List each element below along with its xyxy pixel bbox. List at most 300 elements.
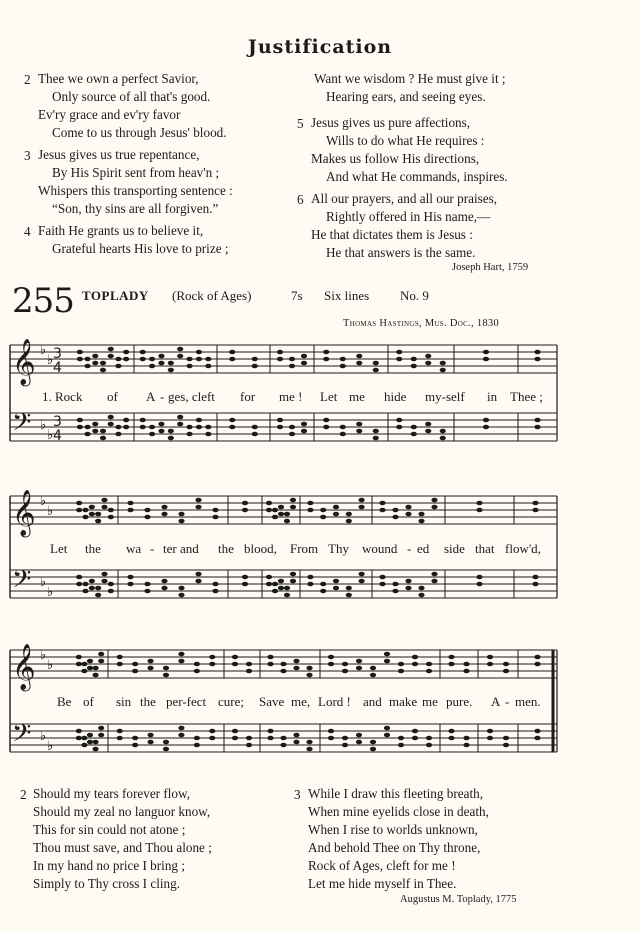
- note-head: [346, 593, 352, 598]
- note-head: [93, 666, 99, 671]
- note-head: [246, 743, 252, 748]
- note-head: [272, 589, 278, 594]
- note-head: [373, 429, 379, 434]
- note-head: [76, 662, 82, 667]
- note-head: [140, 357, 146, 362]
- note-head: [127, 501, 133, 506]
- note-head: [242, 575, 248, 580]
- verse-line: Let me hide myself in Thee.: [308, 876, 457, 891]
- flat-sign-icon: ♭: [47, 504, 54, 519]
- note-head: [476, 508, 482, 513]
- note-head: [195, 505, 201, 510]
- note-head: [115, 357, 121, 362]
- note-head: [411, 357, 417, 362]
- note-head: [108, 422, 114, 427]
- note-head: [242, 501, 248, 506]
- note-head: [405, 586, 411, 591]
- note-head: [246, 669, 252, 674]
- note-head: [147, 740, 153, 745]
- verse-line: Hearing ears, and seeing eyes.: [326, 89, 486, 104]
- note-head: [229, 350, 235, 355]
- lyric-syllable: me,: [291, 694, 311, 709]
- flat-sign-icon: ♭: [40, 343, 47, 358]
- note-head: [77, 418, 83, 423]
- note-head: [426, 736, 432, 741]
- note-head: [147, 666, 153, 671]
- note-head: [440, 429, 446, 434]
- note-head: [163, 673, 169, 678]
- note-head: [93, 673, 99, 678]
- note-head: [101, 505, 107, 510]
- note-head: [384, 659, 390, 664]
- bass-clef-icon: 𝄢: [12, 719, 32, 754]
- note-head: [323, 425, 329, 430]
- verse-line: Thou must save, and Thou alone ;: [33, 840, 212, 855]
- note-head: [266, 575, 272, 580]
- verse-line: “Son, thy sins are all forgiven.”: [52, 201, 219, 216]
- note-head: [178, 519, 184, 524]
- note-head: [448, 729, 454, 734]
- note-head: [328, 662, 334, 667]
- verse-line: Rock of Ages, cleft for me !: [308, 858, 456, 873]
- note-head: [356, 666, 362, 671]
- note-head: [306, 740, 312, 745]
- stanza-number: 4: [24, 224, 31, 239]
- note-head: [158, 429, 164, 434]
- note-head: [328, 655, 334, 660]
- note-head: [209, 729, 215, 734]
- flat-sign-icon: ♭: [40, 418, 47, 433]
- note-head: [426, 662, 432, 667]
- note-head: [370, 666, 376, 671]
- note-head: [328, 736, 334, 741]
- note-head: [132, 662, 138, 667]
- note-head: [123, 357, 129, 362]
- note-head: [426, 743, 432, 748]
- note-head: [100, 429, 106, 434]
- note-head: [277, 350, 283, 355]
- note-head: [307, 582, 313, 587]
- lyric-syllable: me !: [279, 389, 303, 404]
- note-head: [431, 505, 437, 510]
- note-head: [212, 515, 218, 520]
- note-head: [232, 662, 238, 667]
- note-head: [333, 586, 339, 591]
- lyric-syllable: ter and: [163, 541, 199, 556]
- note-head: [177, 422, 183, 427]
- note-head: [84, 432, 90, 437]
- verse-line: In my hand no price I bring ;: [33, 858, 185, 873]
- note-head: [186, 432, 192, 437]
- note-head: [411, 432, 417, 437]
- note-head: [95, 586, 101, 591]
- lyric-syllable: wound: [362, 541, 398, 556]
- lyric-syllable: of: [83, 694, 94, 709]
- author-credit: Augustus M. Toplady, 1775: [400, 894, 517, 905]
- verse-line: By His Spirit sent from heav'n ;: [52, 165, 220, 180]
- note-head: [101, 579, 107, 584]
- note-head: [92, 361, 98, 366]
- verse-line: Jesus gives us pure affections,: [311, 115, 471, 130]
- note-head: [177, 347, 183, 352]
- note-head: [209, 655, 215, 660]
- lyric-syllable: ges, cleft: [168, 389, 215, 404]
- note-head: [178, 512, 184, 517]
- note-head: [209, 662, 215, 667]
- note-head: [425, 422, 431, 427]
- note-head: [405, 505, 411, 510]
- note-head: [81, 736, 87, 741]
- note-head: [346, 586, 352, 591]
- note-head: [132, 736, 138, 741]
- note-head: [503, 669, 509, 674]
- flat-sign-icon: ♭: [47, 585, 54, 600]
- verse-line: Whispers this transporting sentence :: [38, 183, 233, 198]
- note-head: [277, 418, 283, 423]
- verse-line: While I draw this fleeting breath,: [308, 786, 484, 801]
- note-head: [370, 747, 376, 752]
- note-head: [144, 515, 150, 520]
- lyric-syllable: pure.: [446, 694, 473, 709]
- note-head: [92, 429, 98, 434]
- note-head: [333, 512, 339, 517]
- note-head: [405, 512, 411, 517]
- note-head: [284, 586, 290, 591]
- verse-line: And what He commands, inspires.: [326, 169, 508, 184]
- note-head: [98, 726, 104, 731]
- note-head: [81, 669, 87, 674]
- note-head: [115, 364, 121, 369]
- note-head: [293, 733, 299, 738]
- note-head: [293, 659, 299, 664]
- flat-sign-icon: ♭: [47, 658, 54, 673]
- lyric-syllable: Thy: [328, 541, 349, 556]
- note-head: [280, 736, 286, 741]
- verse-line: When mine eyelids close in death,: [308, 804, 489, 819]
- note-head: [379, 501, 385, 506]
- note-head: [147, 733, 153, 738]
- verse-line: Only source of all that's good.: [52, 89, 211, 104]
- note-head: [178, 659, 184, 664]
- note-head: [405, 579, 411, 584]
- note-head: [246, 736, 252, 741]
- note-head: [92, 354, 98, 359]
- note-head: [532, 582, 538, 587]
- note-head: [77, 425, 83, 430]
- note-head: [346, 519, 352, 524]
- stanza-number: 6: [297, 192, 304, 207]
- note-head: [194, 743, 200, 748]
- note-head: [267, 655, 273, 660]
- note-head: [194, 736, 200, 741]
- note-head: [384, 726, 390, 731]
- note-head: [267, 736, 273, 741]
- note-head: [272, 515, 278, 520]
- note-head: [242, 582, 248, 587]
- note-head: [95, 593, 101, 598]
- lyric-syllable: ed: [417, 541, 430, 556]
- note-head: [132, 669, 138, 674]
- note-head: [503, 743, 509, 748]
- note-head: [158, 422, 164, 427]
- lyric-syllable: wa: [126, 541, 142, 556]
- note-head: [149, 432, 155, 437]
- note-head: [356, 659, 362, 664]
- treble-clef-icon: 𝄞: [12, 644, 36, 690]
- note-head: [81, 743, 87, 748]
- note-head: [463, 662, 469, 667]
- note-head: [534, 350, 540, 355]
- note-head: [328, 729, 334, 734]
- note-head: [379, 508, 385, 513]
- note-head: [373, 436, 379, 441]
- note-head: [396, 357, 402, 362]
- note-head: [232, 729, 238, 734]
- verse-line: Want we wisdom ? He must give it ;: [314, 71, 506, 86]
- verse-line: Thee we own a perfect Savior,: [38, 71, 199, 86]
- note-head: [108, 589, 114, 594]
- note-head: [158, 361, 164, 366]
- note-head: [342, 669, 348, 674]
- note-head: [117, 662, 123, 667]
- note-head: [266, 501, 272, 506]
- note-head: [87, 740, 93, 745]
- note-head: [161, 505, 167, 510]
- note-head: [205, 432, 211, 437]
- lyric-syllable: and: [363, 694, 382, 709]
- note-head: [392, 582, 398, 587]
- note-head: [212, 582, 218, 587]
- note-head: [307, 508, 313, 513]
- note-head: [301, 429, 307, 434]
- note-head: [534, 655, 540, 660]
- note-head: [266, 582, 272, 587]
- note-head: [340, 364, 346, 369]
- note-head: [306, 666, 312, 671]
- flat-sign-icon: ♭: [47, 739, 54, 754]
- note-head: [100, 368, 106, 373]
- note-head: [76, 508, 82, 513]
- note-head: [359, 579, 365, 584]
- note-head: [340, 425, 346, 430]
- note-head: [89, 586, 95, 591]
- verse-line: Jesus gives us true repentance,: [38, 147, 200, 162]
- note-head: [100, 361, 106, 366]
- lyric-syllable: men.: [515, 694, 541, 709]
- note-head: [392, 589, 398, 594]
- note-head: [195, 579, 201, 584]
- note-head: [277, 425, 283, 430]
- note-head: [370, 740, 376, 745]
- note-head: [396, 418, 402, 423]
- note-head: [340, 357, 346, 362]
- note-head: [93, 747, 99, 752]
- note-head: [84, 364, 90, 369]
- note-head: [195, 498, 201, 503]
- note-head: [306, 747, 312, 752]
- note-head: [396, 425, 402, 430]
- note-head: [448, 662, 454, 667]
- lyric-syllable: A: [146, 389, 156, 404]
- note-head: [356, 354, 362, 359]
- note-head: [418, 593, 424, 598]
- note-head: [320, 589, 326, 594]
- note-head: [168, 368, 174, 373]
- note-head: [168, 361, 174, 366]
- note-head: [87, 733, 93, 738]
- note-head: [123, 425, 129, 430]
- note-head: [194, 662, 200, 667]
- note-head: [108, 347, 114, 352]
- note-head: [196, 418, 202, 423]
- note-head: [212, 589, 218, 594]
- note-head: [95, 519, 101, 524]
- verse-line: Rightly offered in His name,—: [326, 209, 491, 224]
- lyric-syllable: for: [240, 389, 256, 404]
- note-head: [278, 512, 284, 517]
- note-head: [534, 736, 540, 741]
- lyric-syllable: per-fect: [166, 694, 207, 709]
- note-head: [267, 662, 273, 667]
- note-head: [194, 669, 200, 674]
- lyric-syllable: blood,: [244, 541, 277, 556]
- lyric-syllable: the: [218, 541, 234, 556]
- note-head: [373, 368, 379, 373]
- lyric-syllable: in: [487, 389, 498, 404]
- tune-number: No. 9: [400, 288, 429, 303]
- note-head: [252, 432, 258, 437]
- note-head: [123, 350, 129, 355]
- note-head: [384, 652, 390, 657]
- meter: 7s: [291, 288, 303, 303]
- verse-line: Should my tears forever flow,: [33, 786, 190, 801]
- note-head: [115, 425, 121, 430]
- note-head: [487, 662, 493, 667]
- note-head: [532, 575, 538, 580]
- note-head: [212, 508, 218, 513]
- note-head: [177, 354, 183, 359]
- lyric-syllable: From: [290, 541, 319, 556]
- lyric-syllable: me: [349, 389, 365, 404]
- note-head: [487, 655, 493, 660]
- note-head: [440, 368, 446, 373]
- note-head: [411, 425, 417, 430]
- note-head: [323, 350, 329, 355]
- note-head: [426, 669, 432, 674]
- note-head: [87, 659, 93, 664]
- note-head: [356, 740, 362, 745]
- note-head: [412, 729, 418, 734]
- note-head: [82, 582, 88, 587]
- note-head: [205, 364, 211, 369]
- note-head: [356, 422, 362, 427]
- lyric-syllable: side: [444, 541, 465, 556]
- note-head: [412, 655, 418, 660]
- note-head: [320, 582, 326, 587]
- hymn-number: 255: [12, 281, 74, 321]
- note-head: [140, 418, 146, 423]
- note-head: [229, 357, 235, 362]
- note-head: [123, 418, 129, 423]
- note-head: [82, 589, 88, 594]
- note-head: [186, 425, 192, 430]
- note-head: [301, 354, 307, 359]
- bass-clef-icon: 𝄢: [12, 408, 32, 443]
- lyric-syllable: Let: [50, 541, 68, 556]
- time-signature-lower: 4: [53, 428, 62, 444]
- note-head: [534, 357, 540, 362]
- note-head: [147, 659, 153, 664]
- note-head: [108, 415, 114, 420]
- lyric-syllable: Lord !: [318, 694, 351, 709]
- note-head: [293, 740, 299, 745]
- stanza-number: 2: [24, 72, 31, 87]
- note-head: [418, 586, 424, 591]
- stanza-number: 3: [24, 148, 31, 163]
- note-head: [476, 501, 482, 506]
- note-head: [425, 429, 431, 434]
- note-head: [278, 579, 284, 584]
- note-head: [98, 652, 104, 657]
- note-head: [89, 579, 95, 584]
- note-head: [342, 662, 348, 667]
- time-signature-upper: 3: [53, 346, 62, 362]
- note-head: [229, 425, 235, 430]
- note-head: [301, 361, 307, 366]
- note-head: [284, 593, 290, 598]
- composer-credit: Thomas Hastings, Mus. Doc., 1830: [343, 318, 500, 329]
- note-head: [246, 662, 252, 667]
- verse-line: All our prayers, and all our praises,: [311, 191, 498, 206]
- note-head: [81, 662, 87, 667]
- note-head: [266, 508, 272, 513]
- note-head: [398, 743, 404, 748]
- note-head: [252, 425, 258, 430]
- note-head: [333, 579, 339, 584]
- note-head: [356, 733, 362, 738]
- lyric-syllable: the: [85, 541, 101, 556]
- note-head: [161, 512, 167, 517]
- note-head: [333, 505, 339, 510]
- note-head: [534, 729, 540, 734]
- verse-line: Should my zeal no languor know,: [33, 804, 211, 819]
- note-head: [379, 575, 385, 580]
- note-head: [127, 575, 133, 580]
- note-head: [289, 432, 295, 437]
- lyric-syllable: -: [160, 389, 165, 404]
- note-head: [196, 357, 202, 362]
- note-head: [487, 736, 493, 741]
- note-head: [140, 425, 146, 430]
- note-head: [483, 418, 489, 423]
- time-signature-lower: 4: [53, 360, 62, 376]
- note-head: [463, 743, 469, 748]
- note-head: [108, 582, 114, 587]
- note-head: [232, 655, 238, 660]
- note-head: [534, 425, 540, 430]
- treble-clef-icon: 𝄞: [12, 339, 36, 385]
- lyric-syllable: -: [150, 541, 155, 556]
- note-head: [340, 432, 346, 437]
- note-head: [178, 733, 184, 738]
- note-head: [503, 736, 509, 741]
- note-head: [289, 357, 295, 362]
- lyric-syllable: A: [491, 694, 501, 709]
- flat-sign-icon: ♭: [40, 575, 47, 590]
- verse-line: When I rise to worlds unknown,: [308, 822, 478, 837]
- flat-sign-icon: ♭: [40, 729, 47, 744]
- note-head: [84, 357, 90, 362]
